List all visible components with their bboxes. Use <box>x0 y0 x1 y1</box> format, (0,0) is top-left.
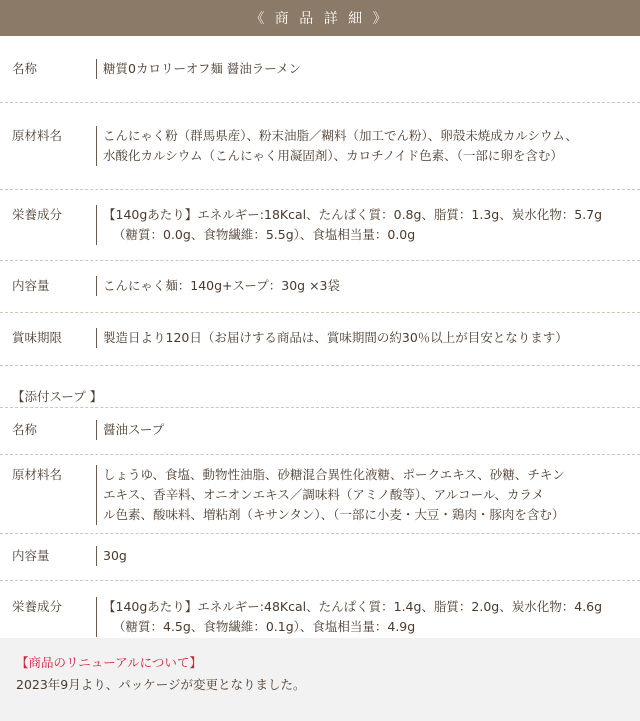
notice-title: 【商品のリニューアルについて】 <box>16 655 202 670</box>
value-line: 製造日より120日（お届けする商品は、賞味期間の約30％以上が目安となります） <box>103 330 568 345</box>
value-line: エキス、香辛料、オニオンエキス／調味料（アミノ酸等）、アルコール、カラメ <box>103 487 545 502</box>
row-label: 名称 <box>12 422 38 437</box>
value-line: こんにゃく粉（群馬県産）、粉末油脂／糊料（加工でん粉）、卵殻未焼成カルシウム、 <box>103 128 578 143</box>
value-line: （糖質：0.0g、食物繊維：5.5g）、食塩相当量：0.0g <box>113 227 416 242</box>
row-value <box>96 328 630 348</box>
notice-body: 2023年9月より、パッケージが変更となりました。 <box>16 677 306 692</box>
product-table <box>0 36 640 366</box>
soup-table <box>0 408 640 651</box>
soup-title: 【添付スープ 】 <box>12 388 103 404</box>
row-label: 栄養成分 <box>12 207 63 222</box>
soup-section-title <box>0 366 640 408</box>
row-label: 名称 <box>12 61 38 76</box>
product-row-nutrition <box>0 190 640 261</box>
row-value <box>96 546 630 566</box>
value-line: 【140gあたり】エネルギー:18Kcal、たんぱく質：0.8g、脂質：1.3g、炭水化物：5.7g <box>103 207 603 222</box>
row-value <box>96 276 630 296</box>
value-line: しょうゆ、食塩、動物性油脂、砂糖混合異性化液糖、ポークエキス、砂糖、チキン <box>103 467 565 482</box>
row-label: 栄養成分 <box>12 599 63 614</box>
row-value <box>96 59 630 79</box>
row-label: 内容量 <box>12 278 50 293</box>
product-row-ingredients <box>0 103 640 190</box>
header-bar <box>0 0 640 36</box>
row-value <box>96 205 630 245</box>
soup-row-contents <box>0 534 640 581</box>
soup-row-name <box>0 408 640 455</box>
row-value <box>96 126 630 166</box>
row-label: 内容量 <box>12 548 50 563</box>
row-value <box>96 420 630 440</box>
product-row-name <box>0 36 640 103</box>
renewal-notice <box>0 638 640 721</box>
product-row-contents <box>0 261 640 313</box>
row-label: 賞味期限 <box>12 330 63 345</box>
value-line: 醤油スープ <box>103 422 165 437</box>
value-line: 【140gあたり】エネルギー:48Kcal、たんぱく質：1.4g、脂質：2.0g、炭水化物：4.6g <box>103 599 603 614</box>
value-line: こんにゃく麺：140g+スープ：30g ×3袋 <box>103 278 341 293</box>
row-value <box>96 465 630 525</box>
row-label: 原材料名 <box>12 467 63 482</box>
value-line: 30g <box>103 548 127 563</box>
row-label: 原材料名 <box>12 128 63 143</box>
value-line: （糖質：4.5g、食物繊維：0.1g）、食塩相当量：4.9g <box>113 619 416 634</box>
value-line: ル色素、酸味料、増粘剤（キサンタン）、（一部に小麦・大豆・鶏肉・豚肉を含む） <box>103 507 565 522</box>
page-title: 《 商 品 詳 細 》 <box>250 11 390 27</box>
soup-row-ingredients <box>0 455 640 534</box>
product-row-expiry <box>0 313 640 366</box>
value-line: 水酸化カルシウム（こんにゃく用凝固剤）、カロチノイド色素、（一部に卵を含む） <box>103 148 563 163</box>
row-value <box>96 597 630 637</box>
value-line: 糖質0カロリーオフ麺 醤油ラーメン <box>103 61 302 76</box>
